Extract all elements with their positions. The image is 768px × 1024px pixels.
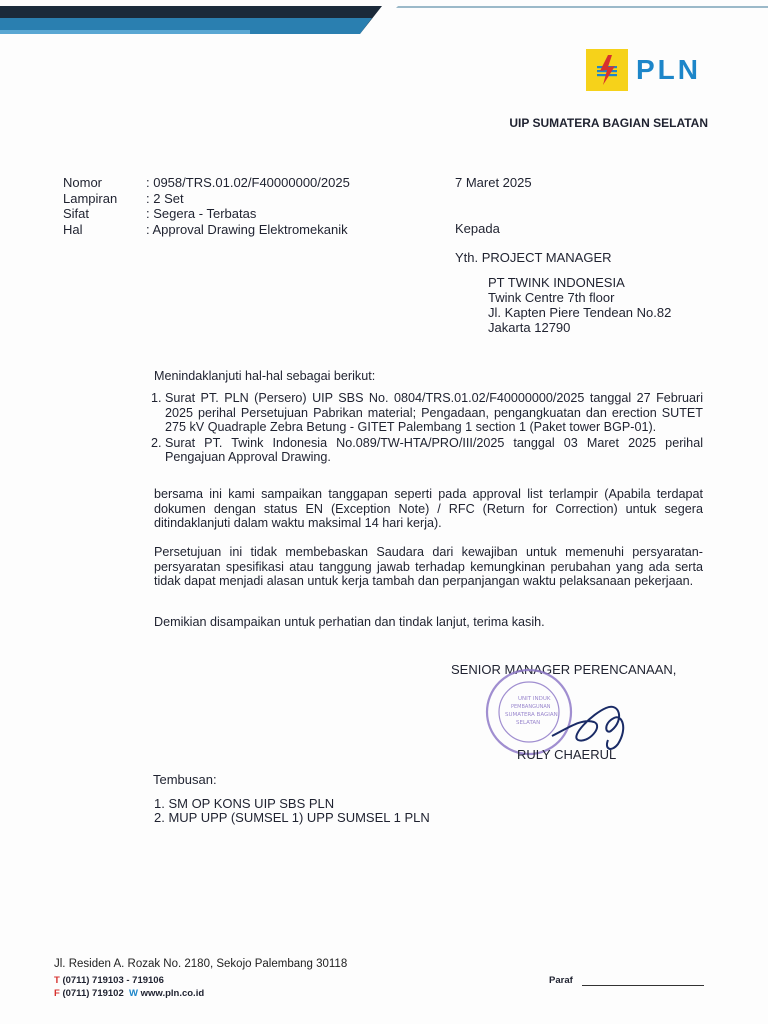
- meta-value-lampiran: : 2 Set: [146, 190, 184, 206]
- cc-heading: Tembusan:: [153, 772, 217, 787]
- reference-item: [151, 436, 703, 465]
- reference-item: [151, 391, 703, 435]
- footer-web-link[interactable]: www.pln.co.id: [140, 988, 205, 999]
- paraf-line: [582, 985, 704, 986]
- meta-label-sifat: Sifat: [63, 206, 90, 221]
- meta-label-lampiran: Lampiran: [63, 190, 118, 206]
- reference-item-number: 1.: [151, 391, 162, 405]
- paraf-label: Paraf: [549, 975, 573, 986]
- footer-fax-web: [54, 988, 204, 999]
- cc-item: 1. SM OP KONS UIP SBS PLN: [154, 796, 335, 811]
- footer-phone: [54, 975, 164, 986]
- unit-name: UIP SUMATERA BAGIAN SELATAN: [509, 116, 708, 130]
- logo-text: PLN: [636, 54, 701, 85]
- cc-list: [154, 797, 430, 825]
- header-band: [0, 0, 768, 34]
- recipient-title: Yth. PROJECT MANAGER: [455, 250, 612, 265]
- meta-label-nomor: Nomor: [63, 175, 103, 190]
- meta-value-nomor: : 0958/TRS.01.02/F40000000/2025: [146, 175, 350, 190]
- cc-item: 2. MUP UPP (SUMSEL 1) UPP SUMSEL 1 PLN: [154, 810, 430, 825]
- svg-text:UNIT INDUK: UNIT INDUK: [518, 696, 551, 702]
- reference-item-text: Surat PT. PLN (Persero) UIP SBS No. 0804/TRS.01.02/F40000000/2025 tanggal 27 Februari 2025 perihal Persetujuan Pabrikan material; Pengadaan, pengangkuatan dan erection SUTET 275 kV Quadraple Zebra Betung - GITET Palembang 1 section 1 (Paket tower BGP-01).: [165, 391, 703, 435]
- svg-text:SUMATERA BAGIAN: SUMATERA BAGIAN: [505, 712, 558, 718]
- footer-address: Jl. Residen A. Rozak No. 2180, Sekojo Palembang 30118: [54, 958, 348, 970]
- meta-value-hal: : Approval Drawing Elektromekanik: [146, 221, 348, 237]
- reference-item-number: 2.: [151, 435, 162, 450]
- recipient-address-line3: Jakarta 12790: [488, 320, 571, 335]
- svg-text:SELATAN: SELATAN: [516, 720, 541, 726]
- pln-logo-icon: [586, 49, 628, 91]
- footer-phone-label: T: [54, 975, 60, 986]
- meta-value-sifat: : Segera - Terbatas: [146, 206, 257, 221]
- footer-phone-value: (0711) 719103 - 719106: [62, 975, 164, 986]
- reference-item-text: Surat PT. Twink Indonesia No.089/TW-HTA/PRO/III/2025 tanggal 03 Maret 2025 perihal Pengajuan Approval Drawing.: [165, 435, 703, 465]
- footer-fax-value: (0711) 719102: [62, 988, 124, 999]
- body-intro: Menindaklanjuti hal-hal sebagai berikut:: [154, 369, 376, 383]
- reference-list: [151, 391, 703, 465]
- signatory-name: RULY CHAERUL: [517, 747, 617, 762]
- meta-label-hal: Hal: [63, 221, 83, 237]
- footer-web-label: W: [129, 988, 138, 999]
- body-paragraph-response: bersama ini kami sampaikan tanggapan seperti pada approval list terlampir (Apabila terdapat dokumen dengan status EN (Exception Note) / RFC (Return for Correction) untuk segera ditindaklanjuti dalam waktu maksimal 14 hari kerja).: [154, 487, 703, 531]
- recipient-address: [488, 275, 671, 335]
- recipient-company: PT TWINK INDONESIA: [488, 275, 625, 290]
- svg-text:PEMBANGUNAN: PEMBANGUNAN: [511, 704, 551, 710]
- footer-fax-label: F: [54, 988, 60, 999]
- kepada-label: Kepada: [455, 221, 500, 236]
- letter-date: 7 Maret 2025: [455, 175, 532, 190]
- body-paragraph-approval: Persetujuan ini tidak membebaskan Saudara dari kewajiban untuk memenuhi persyaratan-persyaratan spesifikasi atau tanggung jawab terhadap kemungkinan perubahan yang ada serta tidak dapat menjadi alasan untuk kerja tambah dan perpanjangan waktu pelaksanaan pekerjaan.: [154, 545, 703, 589]
- body-closing: Demikian disampaikan untuk perhatian dan tindak lanjut, terima kasih.: [154, 615, 545, 629]
- signatory-title: SENIOR MANAGER PERENCANAAN,: [451, 662, 677, 677]
- recipient-address-line1: Twink Centre 7th floor: [488, 290, 615, 305]
- recipient-address-line2: Jl. Kapten Piere Tendean No.82: [488, 305, 672, 320]
